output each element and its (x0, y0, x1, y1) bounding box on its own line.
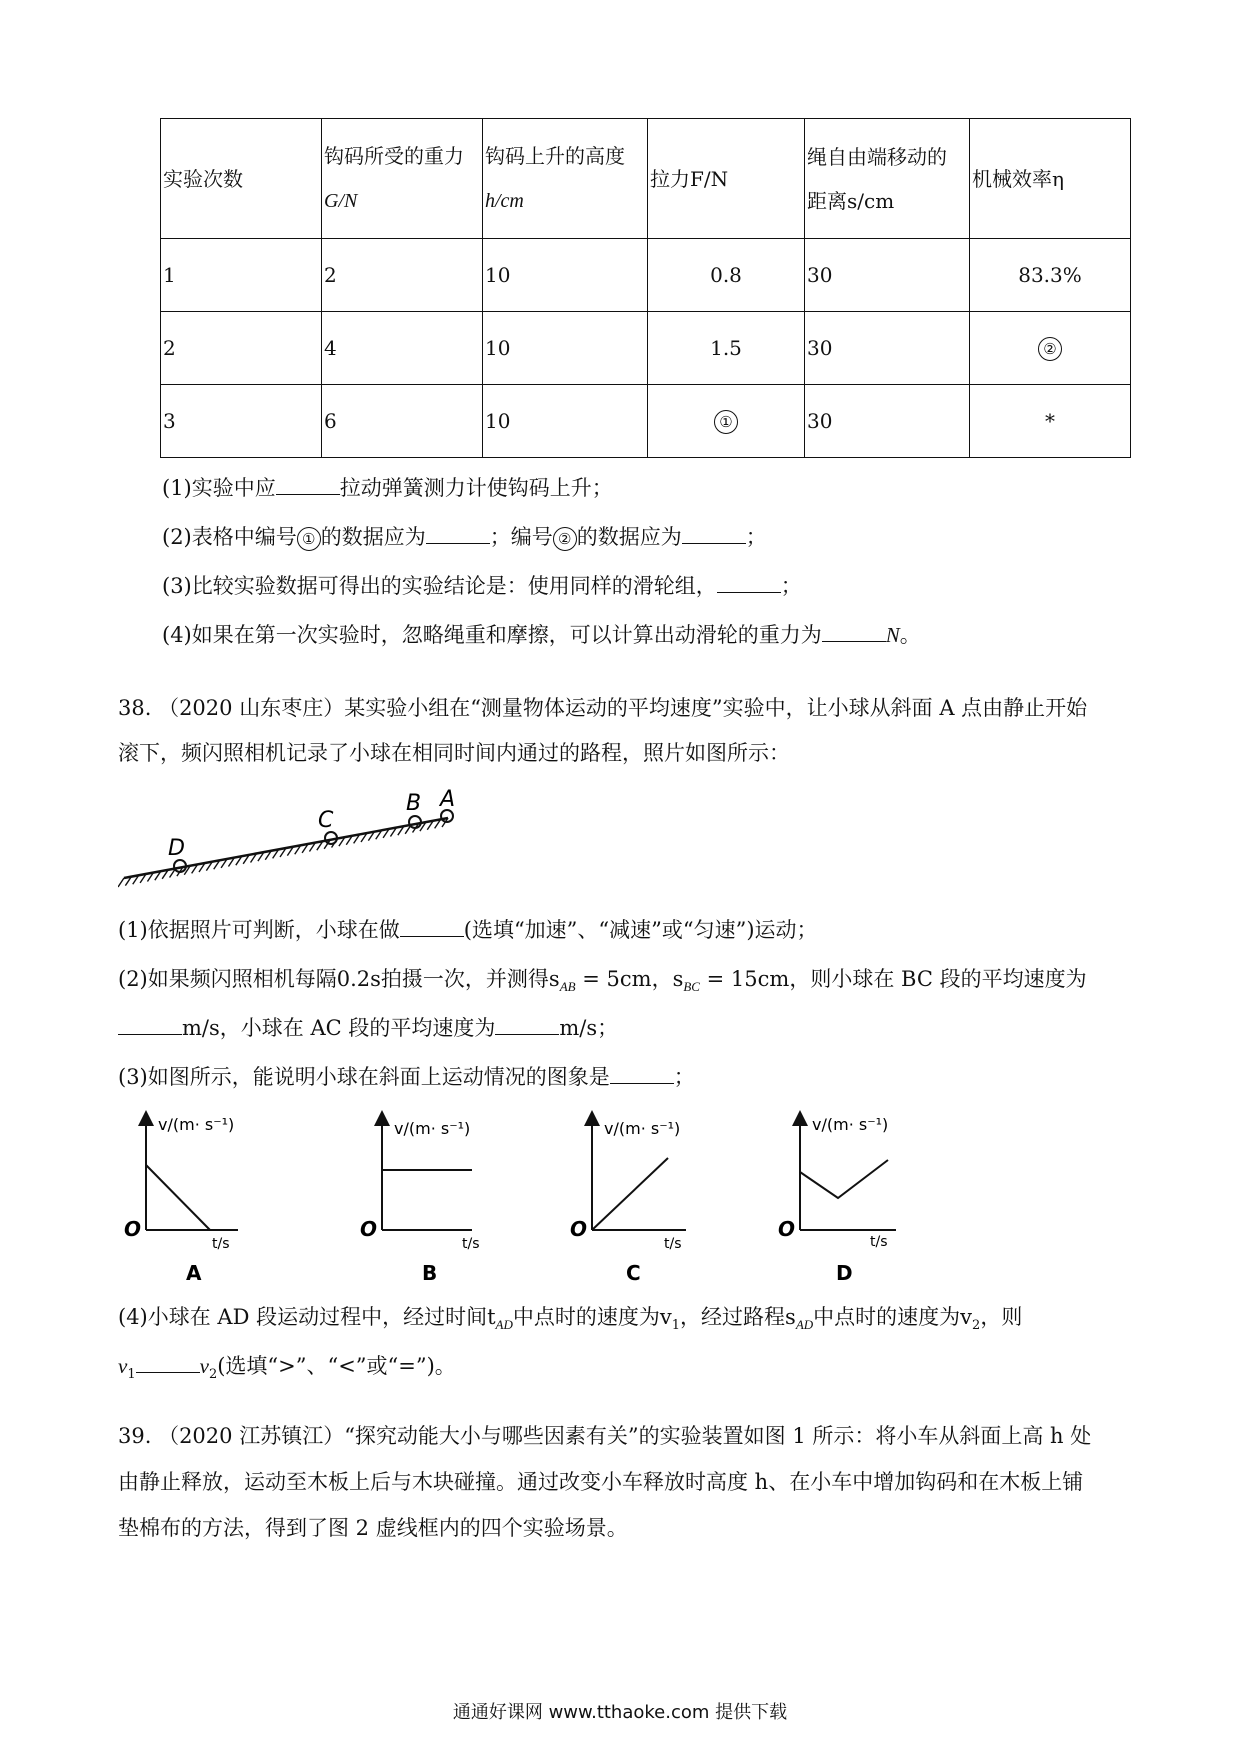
text: = 15cm，则小球在 BC 段的平均速度为 (699, 967, 1087, 991)
q38-part3 (118, 1063, 695, 1091)
label-b: B (406, 791, 422, 816)
header-text: 钩码上升的高度 (485, 144, 625, 168)
label-c: C (318, 808, 334, 833)
table-cell: 0.8 (648, 239, 805, 312)
header-unit: 距离s/cm (807, 188, 895, 213)
table-cell (970, 312, 1131, 385)
answer-blank (426, 523, 490, 544)
text: (1)实验中应 (162, 476, 276, 500)
table-cell: 30 (805, 312, 970, 385)
header-unit: h/cm (485, 190, 524, 212)
graph-line (800, 1160, 888, 1198)
q37-part3 (162, 572, 802, 600)
table-cell: * (970, 385, 1131, 458)
table-cell (648, 385, 805, 458)
graph-a (124, 1115, 238, 1285)
text: ；编号 (489, 525, 553, 549)
text: (2)表格中编号 (162, 525, 297, 549)
x-label: t/s (212, 1236, 230, 1252)
graph-label-c: C (626, 1261, 641, 1285)
q38-part2 (118, 965, 1087, 1001)
origin-label: O (360, 1217, 378, 1241)
q38-intro-line2: 滚下，频闪照相机记录了小球在相同时间内通过的路程，照片如图所示： (118, 741, 790, 765)
circled-number-1: ① (714, 410, 738, 434)
table-cell: 4 (322, 312, 483, 385)
graph-label-b: B (422, 1261, 438, 1285)
subscript: 1 (127, 1367, 136, 1383)
graph-d (778, 1115, 896, 1285)
q38-part1 (118, 916, 818, 944)
table-cell: 2 (161, 312, 322, 385)
text: v (118, 1354, 128, 1378)
text: (2)如果频闪照相机每隔0.2s拍摄一次，并测得s (118, 967, 560, 991)
q37-part1 (162, 474, 613, 502)
text: (4)如果在第一次实验时，忽略绳重和摩擦，可以计算出动滑轮的重力为 (162, 623, 822, 647)
circled-number-2: ② (553, 527, 577, 551)
text: (4)小球在 AD 段运动过程中，经过时间t (118, 1305, 496, 1329)
answer-blank (118, 1014, 182, 1035)
origin-label: O (570, 1217, 588, 1241)
page-footer: 通通好课网 www.tthaoke.com 提供下载 (452, 1702, 788, 1723)
label-d: D (168, 836, 185, 861)
subscript: 2 (972, 1318, 981, 1334)
graph-b (360, 1118, 480, 1285)
q39-line3: 垫棉布的方法，得到了图 2 虚线框内的四个实验场景。 (118, 1516, 628, 1540)
subscript: AD (795, 1317, 814, 1333)
table-cell: 10 (483, 239, 648, 312)
q38-part2-cont (118, 1014, 618, 1042)
text: 拉动弹簧测力计使钩码上升； (339, 476, 613, 500)
header-text: 实验次数 (163, 166, 243, 191)
text: ； (745, 525, 767, 549)
circled-number-1: ① (297, 527, 321, 551)
q39-line2: 由静止释放，运动至木板上后与木块碰撞。通过改变小车释放时高度 h、在小车中增加钩码和在木板上铺 (118, 1470, 1084, 1494)
text: = 5cm，s (575, 967, 684, 991)
answer-blank (276, 474, 340, 495)
q38-intro-line1: 38. （2020 山东枣庄）某实验小组在“测量物体运动的平均速度”实验中，让小球从斜面 A 点由静止开始 (118, 696, 1088, 720)
text: ； (780, 574, 802, 598)
table-cell: 6 (322, 385, 483, 458)
table-cell: 83.3% (970, 239, 1131, 312)
subscript: BC (683, 979, 700, 995)
text: m/s； (559, 1016, 619, 1040)
header-cell (483, 119, 648, 239)
origin-label: O (124, 1217, 142, 1241)
text: (3)比较实验数据可得出的实验结论是：使用同样的滑轮组， (162, 574, 717, 598)
answer-blank (400, 916, 464, 937)
table-cell: 10 (483, 312, 648, 385)
y-label: v/(m· s⁻¹) (604, 1119, 681, 1138)
y-label: v/(m· s⁻¹) (812, 1115, 889, 1134)
text: 的数据应为 (320, 525, 426, 549)
header-cell (970, 119, 1131, 239)
header-text: 绳自由端移动的 (807, 144, 947, 169)
vt-graphs (118, 1100, 938, 1290)
graph-line (146, 1165, 210, 1230)
text: (选填“>”、“<”或“=”)。 (217, 1354, 456, 1378)
q39-line1: 39. （2020 江苏镇江）“探究动能大小与哪些因素有关”的实验装置如图 1 所示：将小车从斜面上高 h 处 (118, 1424, 1092, 1448)
text: v (199, 1354, 209, 1378)
text: ，经过路程s (680, 1305, 796, 1329)
table-cell: 1 (161, 239, 322, 312)
q38-part4-cont (118, 1352, 456, 1389)
graph-label-a: A (186, 1261, 202, 1285)
header-cell (322, 119, 483, 239)
slope-diagram (118, 780, 478, 900)
graph-c (570, 1118, 686, 1285)
unit: N (885, 623, 900, 647)
answer-blank (717, 572, 781, 593)
subscript: AB (559, 979, 576, 995)
header-text: 机械效率η (972, 166, 1064, 191)
answer-blank (682, 523, 746, 544)
q38-part4 (118, 1303, 1022, 1340)
text: ； (673, 1065, 695, 1089)
q37-part4 (162, 621, 921, 649)
x-label: t/s (870, 1234, 888, 1250)
graph-line (592, 1158, 668, 1230)
subscript: AD (495, 1317, 513, 1333)
table-row (161, 239, 1131, 312)
answer-blank (495, 1014, 559, 1035)
graph-label-d: D (836, 1261, 853, 1285)
subscript: 1 (671, 1318, 681, 1334)
y-label: v/(m· s⁻¹) (158, 1115, 235, 1134)
answer-blank (610, 1063, 674, 1084)
x-label: t/s (664, 1236, 682, 1252)
text: 。 (899, 623, 921, 647)
table-cell: 1.5 (648, 312, 805, 385)
y-label: v/(m· s⁻¹) (394, 1119, 471, 1138)
label-a: A (440, 787, 456, 812)
answer-blank (822, 621, 886, 642)
data-table (160, 118, 1131, 458)
header-cell (648, 119, 805, 239)
hatch-mark (118, 878, 124, 887)
text: 中点时的速度为v (813, 1305, 973, 1329)
text: 的数据应为 (576, 525, 682, 549)
ball-b (409, 816, 421, 828)
table-cell: 30 (805, 385, 970, 458)
table-row (161, 385, 1131, 458)
q37-part2 (162, 523, 767, 551)
circled-number-2: ② (1038, 337, 1062, 361)
table-cell: 30 (805, 239, 970, 312)
header-cell (805, 119, 970, 239)
text: (3)如图所示，能说明小球在斜面上运动情况的图象是 (118, 1065, 610, 1089)
text: (1)依据照片可判断，小球在做 (118, 918, 400, 942)
table-row (161, 312, 1131, 385)
header-text: 钩码所受的重力 (324, 144, 464, 168)
text: m/s，小球在 AC 段的平均速度为 (182, 1016, 496, 1040)
text: 中点时的速度为v (512, 1305, 672, 1329)
answer-blank (136, 1352, 200, 1373)
table-cell: 2 (322, 239, 483, 312)
table-cell: 3 (161, 385, 322, 458)
header-cell (161, 119, 322, 239)
table-cell: 10 (483, 385, 648, 458)
table-header-row (161, 119, 1131, 239)
x-label: t/s (462, 1236, 480, 1252)
text: ，则 (980, 1305, 1023, 1329)
origin-label: O (778, 1217, 796, 1241)
text: (选填“加速”、“减速”或“匀速”)运动； (463, 918, 818, 942)
header-text: 拉力F/N (650, 166, 729, 191)
subscript: 2 (208, 1367, 218, 1383)
header-unit: G/N (324, 190, 358, 212)
